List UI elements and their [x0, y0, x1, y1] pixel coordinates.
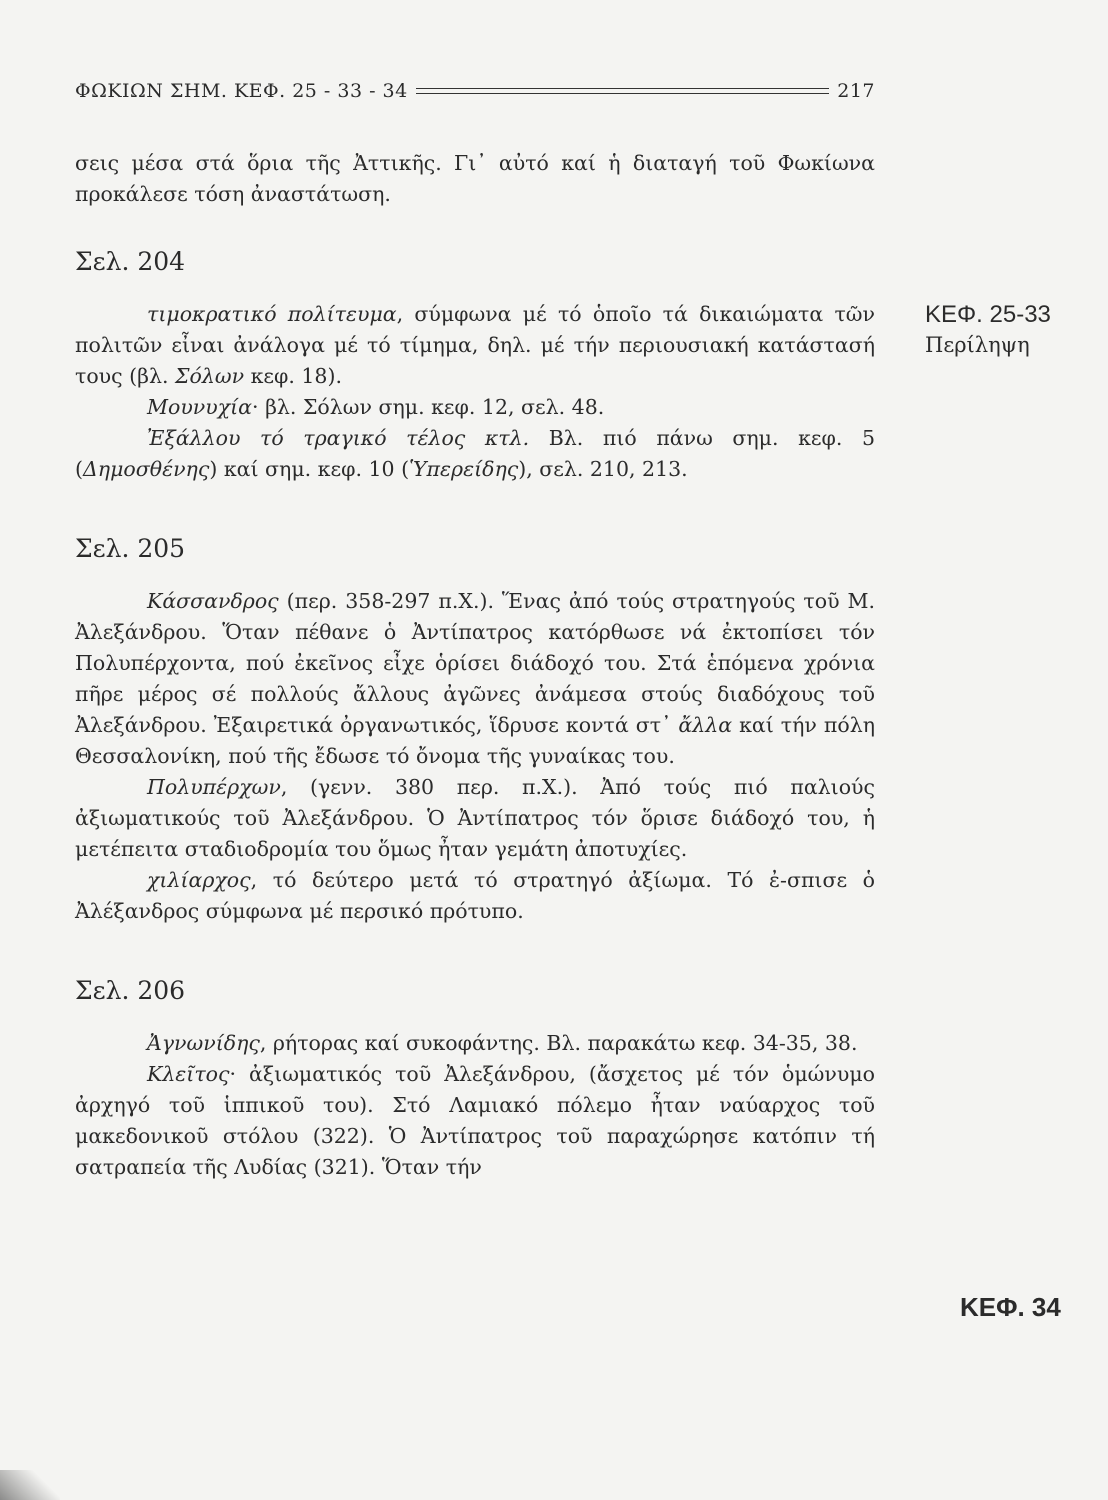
note-chiliarchos: χιλίαρχος, τό δεύτερο μετά τό στρατηγό ἀξίωμα. Τό ἐ-σπισε ὁ Ἀλέξανδρος σύμφωνα μέ περσικό πρότυπο. — [75, 868, 875, 923]
margin-chapter-25-33: ΚΕΦ. 25-33 — [925, 301, 1051, 328]
running-head-title: ΦΩΚΙΩΝ ΣΗΜ. ΚΕΦ. 25 - 33 - 34 — [75, 80, 408, 102]
term: Ἐξάλλου τό τραγικό τέλος κτλ. — [147, 426, 530, 450]
note-kleitos: Κλεῖτος· ἀξιωματικός τοῦ Ἀλεξάνδρου, (ἄσχετος μέ τόν ὁμώνυμο ἀρχηγό τοῦ ἱππικοῦ του). Στό Λαμιακό πόλεμο ἦταν ναύαρχος τοῦ μακεδονικοῦ στόλου (322). Ὁ Ἀντίπατρος τοῦ παραχώρησε κατόπιν τή σατραπεία τῆς Λυδίας (321). Ὅταν τήν — [75, 1062, 875, 1179]
term: Κλεῖτος — [147, 1062, 230, 1086]
term: τιμοκρατικό πολίτευμα — [147, 302, 397, 326]
section-heading-206: Σελ. 206 — [75, 976, 186, 1005]
note-kassandros: Κάσσανδρος (περ. 358-297 π.Χ.). Ἕνας ἀπό τούς στρατηγούς τοῦ Μ. Ἀλεξάνδρου. Ὅταν πέθανε ὁ Ἀντίπατρος κατόρθωσε νά ἐκτοπίσει τόν Πολυπέρχοντα, πού ἐκεῖνος εἶχε ὁρίσει διάδοχό του. Στά ἑπόμενα χρόνια πῆρε μέρος σέ πολλούς ἄλλους ἀγῶνες ἀνάμεσα στούς διαδόχους τοῦ Ἀλεξάνδρου. Ἐξαιρετικά ὀργανωτικός, ἵδρυσε κοντά στ᾽ ἄλλα καί τήν πόλη Θεσσαλονίκη, πού τῆς ἔδωσε τό ὄνομα τῆς γυναίκας του. — [75, 589, 875, 768]
note-polyperchon: Πολυπέρχων, (γενν. 380 περ. π.Χ.). Ἀπό τούς πιό παλιούς ἀξιωματικούς τοῦ Ἀλεξάνδρου. Ὁ Ἀντίπατρος τόν ὅρισε διάδοχό του, ἡ μετέπειτα σταδιοδρομία του ὅμως ἦταν γεμάτη ἀποτυχίες. — [75, 775, 875, 861]
section-heading-205: Σελ. 205 — [75, 534, 186, 563]
section-heading-204: Σελ. 204 — [75, 247, 186, 276]
margin-summary: Περίληψη — [925, 333, 1030, 357]
term: Μουνυχία — [147, 395, 253, 419]
term: Κάσσανδρος — [147, 589, 279, 613]
term: χιλίαρχος — [147, 868, 251, 892]
note-agnonides: Ἀγνωνίδης, ρήτορας καί συκοφάντης. Βλ. παρακάτω κεφ. 34-35, 38. — [147, 1031, 858, 1055]
body-text — [75, 148, 875, 1183]
note-mounychia: Μουνυχία· βλ. Σόλων σημ. κεφ. 12, σελ. 48. — [147, 395, 605, 419]
page-number: 217 — [837, 80, 875, 102]
header-double-rule — [416, 88, 830, 94]
intro-paragraph: σεις μέσα στά ὅρια τῆς Ἀττικῆς. Γι᾽ αὐτό καί ἡ διαταγή τοῦ Φωκίωνα προκάλεσε τόση ἀναστάτωση. — [75, 151, 875, 206]
term: Πολυπέρχων — [147, 775, 281, 799]
page-corner-shadow — [0, 1470, 60, 1500]
note-tragiko-telos: Ἐξάλλου τό τραγικό τέλος κτλ. Βλ. πιό πάνω σημ. κεφ. 5 (Δημοσθένης) καί σημ. κεφ. 10 (Ὑπερείδης), σελ. 210, 213. — [75, 426, 876, 481]
margin-note-chapters — [925, 300, 1051, 360]
margin-chapter-34: ΚΕΦ. 34 — [960, 1292, 1061, 1322]
running-head — [75, 80, 875, 102]
term: Ἀγνωνίδης — [147, 1031, 260, 1055]
note-timokratiko: τιμοκρατικό πολίτευμα, σύμφωνα μέ τό ὁποῖο τά δικαιώματα τῶν πολιτῶν εἶναι ἀνάλογα μέ τό τίμημα, δηλ. μέ τήν περιουσιακή κατάστασή τους (βλ. Σόλων κεφ. 18). — [75, 302, 875, 388]
